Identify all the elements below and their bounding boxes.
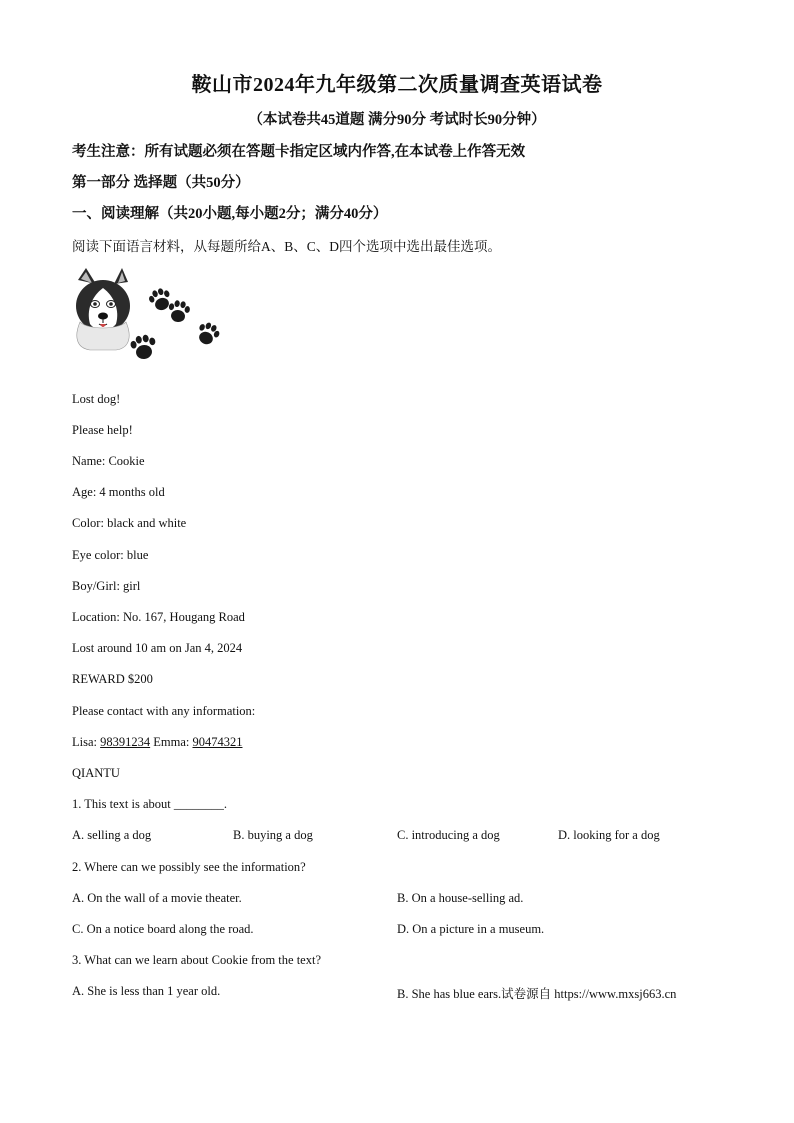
question-2-option-a: A. On the wall of a movie theater. <box>72 891 242 905</box>
contact-lisa-label: Lisa: <box>72 735 101 749</box>
source-label: QIANTU <box>72 766 120 780</box>
instruction-text: 阅读下面语言材料，从每题所给A、B、C、D四个选项中选出最佳选项。 <box>72 239 502 254</box>
question-3-option-b: B. She has blue ears.试卷源自 https://www.mxsj663.cn <box>397 987 677 1001</box>
notice-line: Lost around 10 am on Jan 4, 2024 <box>72 641 243 655</box>
candidate-notice: 考生注意：所有试题必须在答题卡指定区域内作答,在本试卷上作答无效 <box>72 144 526 160</box>
question-1-option-a: A. selling a dog <box>72 828 152 842</box>
husky-dog-icon <box>76 268 130 350</box>
notice-line: REWARD $200 <box>72 672 153 686</box>
question-1-option-d: D. looking for a dog <box>558 828 660 842</box>
question-1-stem: 1. This text is about ________. <box>72 797 227 811</box>
section-heading: 一、阅读理解（共20小题,每小题2分；满分40分） <box>72 206 388 222</box>
notice-line: Location: No. 167, Hougang Road <box>72 610 245 624</box>
page-title: 鞍山市2024年九年级第二次质量调查英语试卷 <box>191 74 603 96</box>
notice-line: Lost dog! <box>72 392 121 406</box>
part-heading: 第一部分 选择题（共50分） <box>72 175 250 191</box>
question-1-option-c: C. introducing a dog <box>397 828 500 842</box>
contact-line <box>72 735 242 750</box>
question-1-option-b: B. buying a dog <box>233 828 313 842</box>
paw-print-icon <box>129 286 222 361</box>
notice-line: Eye color: blue <box>72 548 149 562</box>
exam-info: （本试卷共45道题 满分90分 考试时长90分钟） <box>248 112 546 128</box>
notice-line: Boy/Girl: girl <box>72 579 141 593</box>
notice-line: Age: 4 months old <box>72 485 165 499</box>
notice-line: Name: Cookie <box>72 454 145 468</box>
contact-lisa-number[interactable]: 98391234 <box>100 735 151 749</box>
contact-emma-number[interactable]: 90474321 <box>192 735 243 749</box>
notice-line: Please contact with any information: <box>72 704 256 718</box>
question-2-option-d: D. On a picture in a museum. <box>397 922 545 936</box>
question-2-option-b: B. On a house-selling ad. <box>397 891 524 905</box>
lost-dog-illustration <box>70 266 222 372</box>
question-2-stem: 2. Where can we possibly see the information? <box>72 860 306 874</box>
question-3-option-a: A. She is less than 1 year old. <box>72 984 221 998</box>
question-3-stem: 3. What can we learn about Cookie from the text? <box>72 953 321 967</box>
notice-line: Color: black and white <box>72 516 187 530</box>
contact-emma-label: Emma: <box>150 735 193 749</box>
notice-line: Please help! <box>72 423 133 437</box>
question-2-option-c: C. On a notice board along the road. <box>72 922 254 936</box>
